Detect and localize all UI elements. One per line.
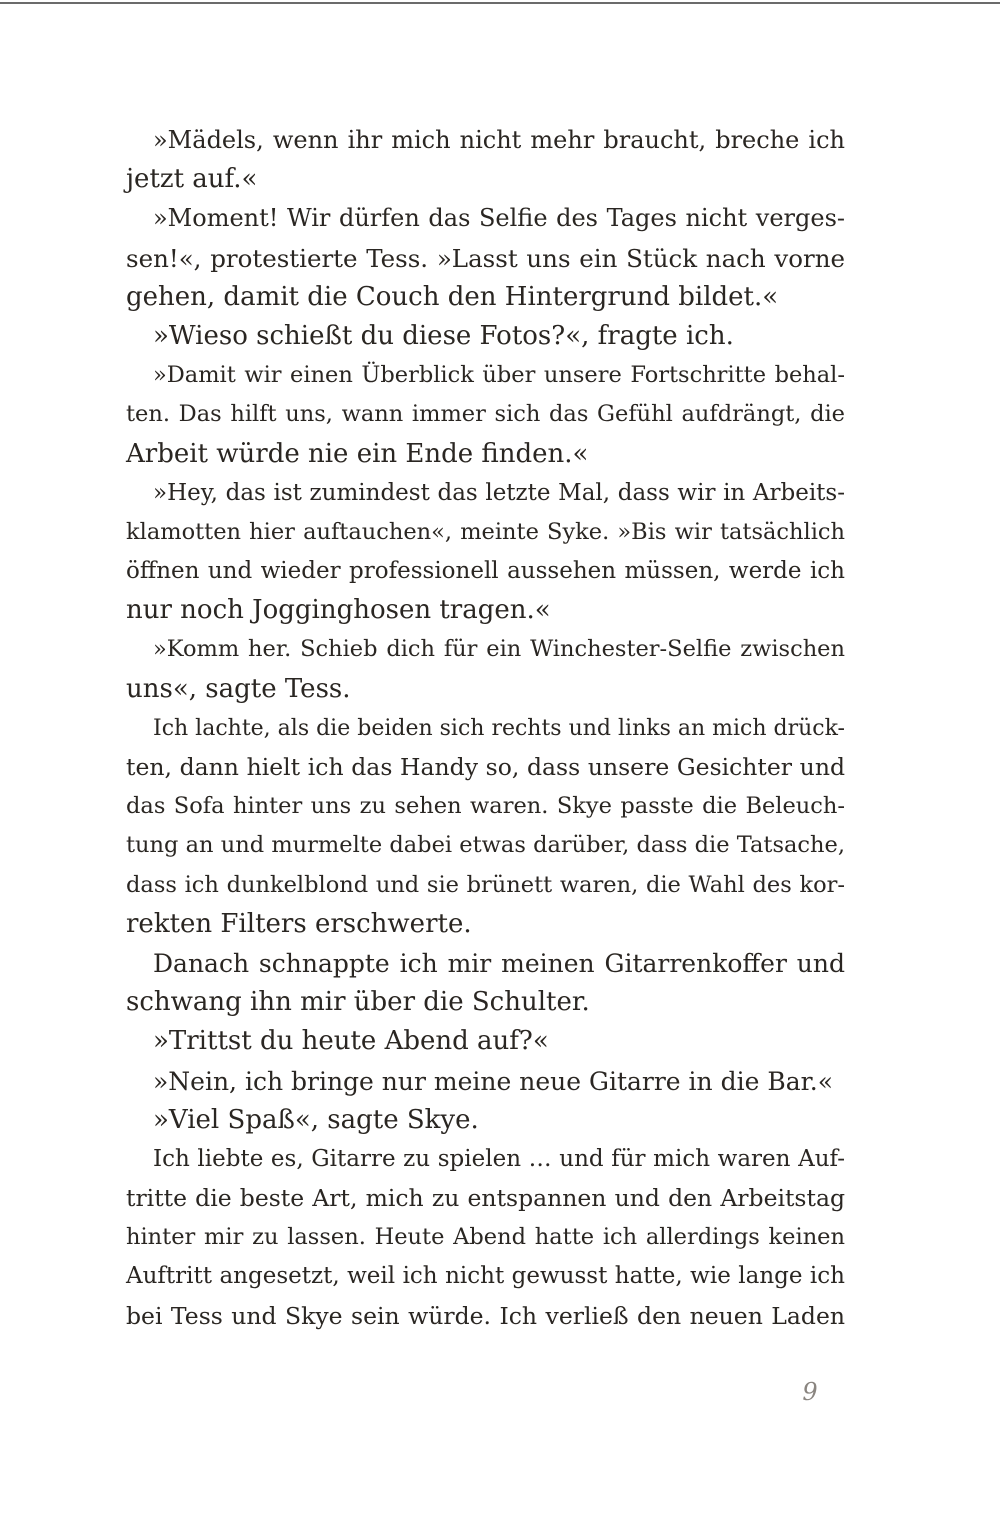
text-line: schwang ihn mir über die Schulter. — [126, 987, 590, 1018]
text-line: »Hey, das ist zumindest das letzte Mal, dass wir in Arbeits- — [153, 479, 845, 506]
text-line: dass ich dunkelblond und sie brünett waren, die Wahl des kor- — [126, 871, 845, 898]
text-line: tritte die beste Art, mich zu entspannen und den Arbeitstag — [126, 1184, 845, 1213]
text-line: nur noch Jogginghosen tragen.« — [126, 595, 551, 626]
text-line: ten. Das hilft uns, wann immer sich das Gefühl aufdrängt, die — [126, 401, 845, 428]
text-line: rekten Filters erschwerte. — [126, 908, 472, 939]
page-number: 9 — [802, 1378, 818, 1406]
text-line: »Moment! Wir dürfen das Selfie des Tages nicht verges- — [153, 204, 845, 233]
text-line: ten, dann hielt ich das Handy so, dass unsere Gesichter und — [126, 753, 845, 781]
text-line: »Mädels, wenn ihr mich nicht mehr braucht, breche ich — [153, 126, 845, 154]
text-line: uns«, sagte Tess. — [126, 673, 351, 704]
text-line: das Sofa hinter uns zu sehen waren. Skye passte die Beleuch- — [126, 793, 845, 820]
text-line: bei Tess und Skye sein würde. Ich verließ den neuen Laden — [126, 1301, 845, 1330]
text-line: gehen, damit die Couch den Hintergrund bildet.« — [126, 281, 779, 312]
text-line: klamotten hier auftauchen«, meinte Syke. »Bis wir tatsächlich — [126, 518, 845, 545]
text-line: »Nein, ich bringe nur meine neue Gitarre in die Bar.« — [153, 1066, 834, 1096]
text-line: tung an und murmelte dabei etwas darüber, dass die Tatsache, — [126, 832, 845, 859]
text-line: öffnen und wieder professionell aussehen müssen, werde ich — [126, 558, 845, 585]
text-line: Ich lachte, als die beiden sich rechts und links an mich drück- — [153, 715, 845, 741]
text-line: Danach schnappte ich mir meinen Gitarrenkoffer und — [153, 948, 845, 978]
text-line: hinter mir zu lassen. Heute Abend hatte ich allerdings keinen — [126, 1224, 845, 1251]
text-line: jetzt auf.« — [126, 164, 258, 195]
body-text — [126, 121, 845, 1336]
top-rule — [0, 2, 1000, 4]
text-line: Auftritt angesetzt, weil ich nicht gewusst hatte, wie lange ich — [126, 1263, 845, 1290]
text-line: Ich liebte es, Gitarre zu spielen … und für mich waren Auf- — [153, 1145, 845, 1172]
text-line: »Viel Spaß«, sagte Skye. — [153, 1104, 479, 1135]
text-line: »Damit wir einen Überblick über unsere Fortschritte behal- — [153, 362, 845, 389]
text-line: »Komm her. Schieb dich für ein Winchester-Selfie zwischen — [153, 636, 845, 663]
text-line: »Trittst du heute Abend auf?« — [153, 1026, 549, 1057]
text-line: Arbeit würde nie ein Ende finden.« — [126, 438, 589, 469]
text-line: »Wieso schießt du diese Fotos?«, fragte ich. — [153, 320, 734, 351]
text-line: sen!«, protestierte Tess. »Lasst uns ein Stück nach vorne — [126, 243, 845, 273]
